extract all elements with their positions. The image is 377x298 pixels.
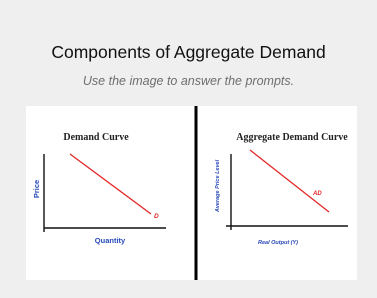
slide-subtitle: Use the image to answer the prompts. (82, 74, 295, 88)
demand-curve-graph (32, 132, 166, 245)
aggregate-demand-graph-title: Aggregate Demand Curve (236, 132, 348, 143)
demand-x-axis-label: Quantity (94, 236, 126, 245)
aggregate-demand-y-axis-label: Average Price Level (215, 159, 221, 213)
aggregate-demand-curve-label: AD (313, 191, 322, 197)
demand-curve-label: D (154, 213, 159, 220)
figure-panel (26, 106, 357, 280)
aggregate-demand-curve-line (250, 150, 329, 212)
slide-title: Components of Aggregate Demand (51, 42, 326, 62)
demand-graphs-figure (26, 106, 357, 280)
demand-curve-line (70, 154, 151, 214)
demand-y-axis-label: Price (32, 179, 41, 199)
aggregate-demand-graph (215, 132, 348, 246)
demand-graph-title: Demand Curve (63, 132, 129, 143)
aggregate-demand-x-axis-label: Real Output (Y) (257, 240, 299, 246)
